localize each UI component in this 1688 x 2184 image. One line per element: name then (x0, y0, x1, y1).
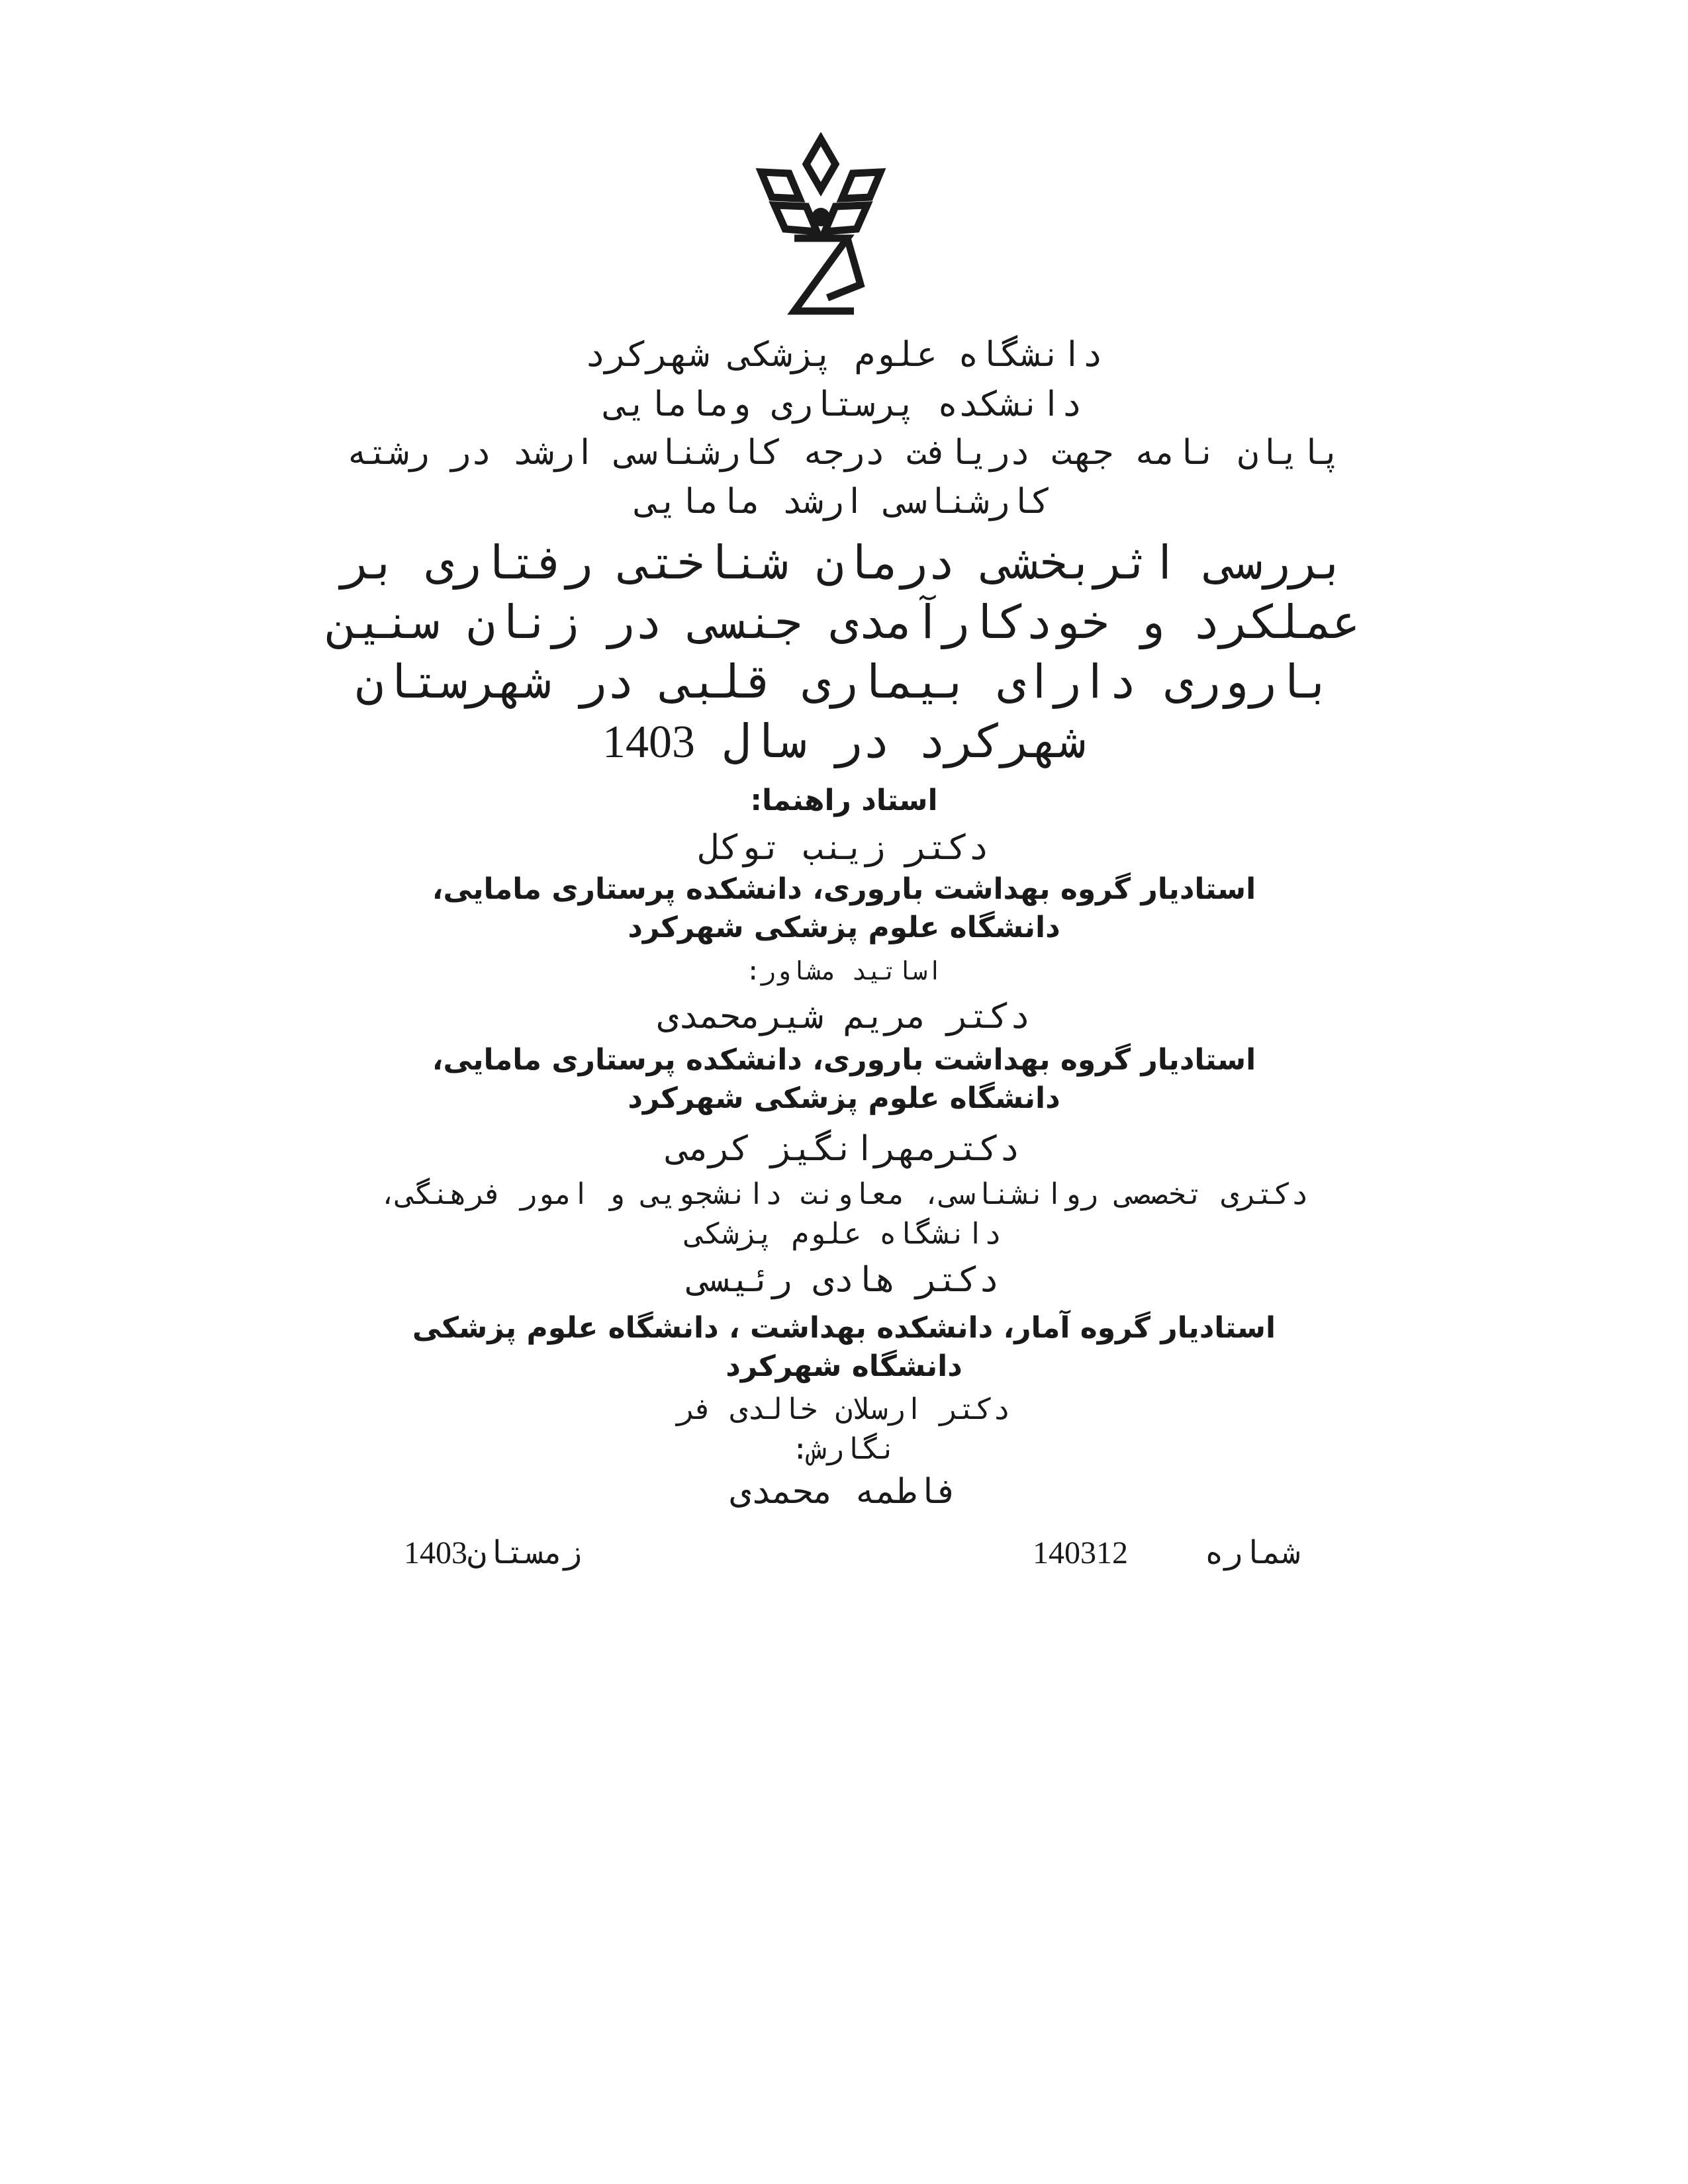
advisors-heading: اساتید مشاور: (745, 956, 943, 985)
thesis-title-line-2: عملکرد و خودکارآمدی جنسی در زنان سنین (328, 595, 1360, 649)
advisor-1-affiliation-line-2: دانشگاه علوم پزشکی شهرکرد (628, 1081, 1060, 1115)
university-emblem-icon (748, 132, 894, 318)
supervisor-affiliation-line-1: استادیار گروه بهداشت باروری، دانشکده پرستاری مامایی، (432, 872, 1256, 906)
thesis-date (404, 1534, 582, 1571)
supervisor-affiliation-line-2: دانشگاه علوم پزشکی شهرکرد (628, 911, 1060, 944)
university-name: دانشگاه علوم پزشکی شهرکرد (585, 335, 1103, 375)
thesis-date-value: 1403 (404, 1535, 467, 1570)
degree-line-2: کارشناسی ارشد مامایی (636, 482, 1052, 522)
supervisor-heading: استاد راهنما: (750, 784, 938, 817)
advisor-2-name: دکترمهرانگیز کرمی (667, 1129, 1021, 1169)
advisor-1-affiliation-line-1: استادیار گروه بهداشت باروری، دانشکده پرستاری مامایی، (432, 1043, 1256, 1077)
advisor-4-name: دکتر ارسلان خالدی فر (677, 1392, 1011, 1426)
thesis-date-label: زمستان (467, 1534, 583, 1571)
advisor-3-affiliation-line-2: دانشگاه شهرکرد (726, 1349, 962, 1383)
advisor-3-affiliation-line-1: استادیار گروه آمار، دانشکده بهداشت ، دانشگاه علوم پزشکی (412, 1311, 1276, 1345)
thesis-title-line-3: باروری دارای بیماری قلبی در شهرستان (355, 655, 1333, 709)
thesis-title-line-1: بررسی اثربخشی درمان شناختی رفتاری بر (342, 535, 1346, 590)
thesis-number (1033, 1534, 1300, 1571)
thesis-title-line-4-text: شهرکرد در سال (723, 714, 1086, 768)
thesis-number-label: شماره (1204, 1534, 1301, 1571)
advisor-1-name: دکتر مریم شیرمحمدی (657, 997, 1031, 1036)
degree-line-1: پایان نامه جهت دریافت درجه کارشناسی ارشد در رشته (346, 433, 1342, 473)
advisor-2-affiliation-line-1: دکتری تخصصی روانشناسی، معاونت دانشجویی و امور فرهنگی، (379, 1177, 1309, 1211)
thesis-year: 1403 (602, 717, 695, 768)
thesis-title-line-4 (132, 714, 1556, 768)
thesis-number-value: 140312 (1033, 1535, 1128, 1570)
supervisor-name: دکتر زینب توکل (698, 828, 990, 868)
author-heading: نگارش: (791, 1432, 897, 1466)
advisor-3-name: دکتر هادی رئیسی (688, 1260, 1000, 1300)
advisor-2-affiliation-line-2: دانشگاه علوم پزشکی (686, 1217, 1002, 1251)
faculty-name: دانشکده پرستاری ومامایی (605, 385, 1083, 424)
author-name: فاطمه محمدی (729, 1472, 959, 1512)
